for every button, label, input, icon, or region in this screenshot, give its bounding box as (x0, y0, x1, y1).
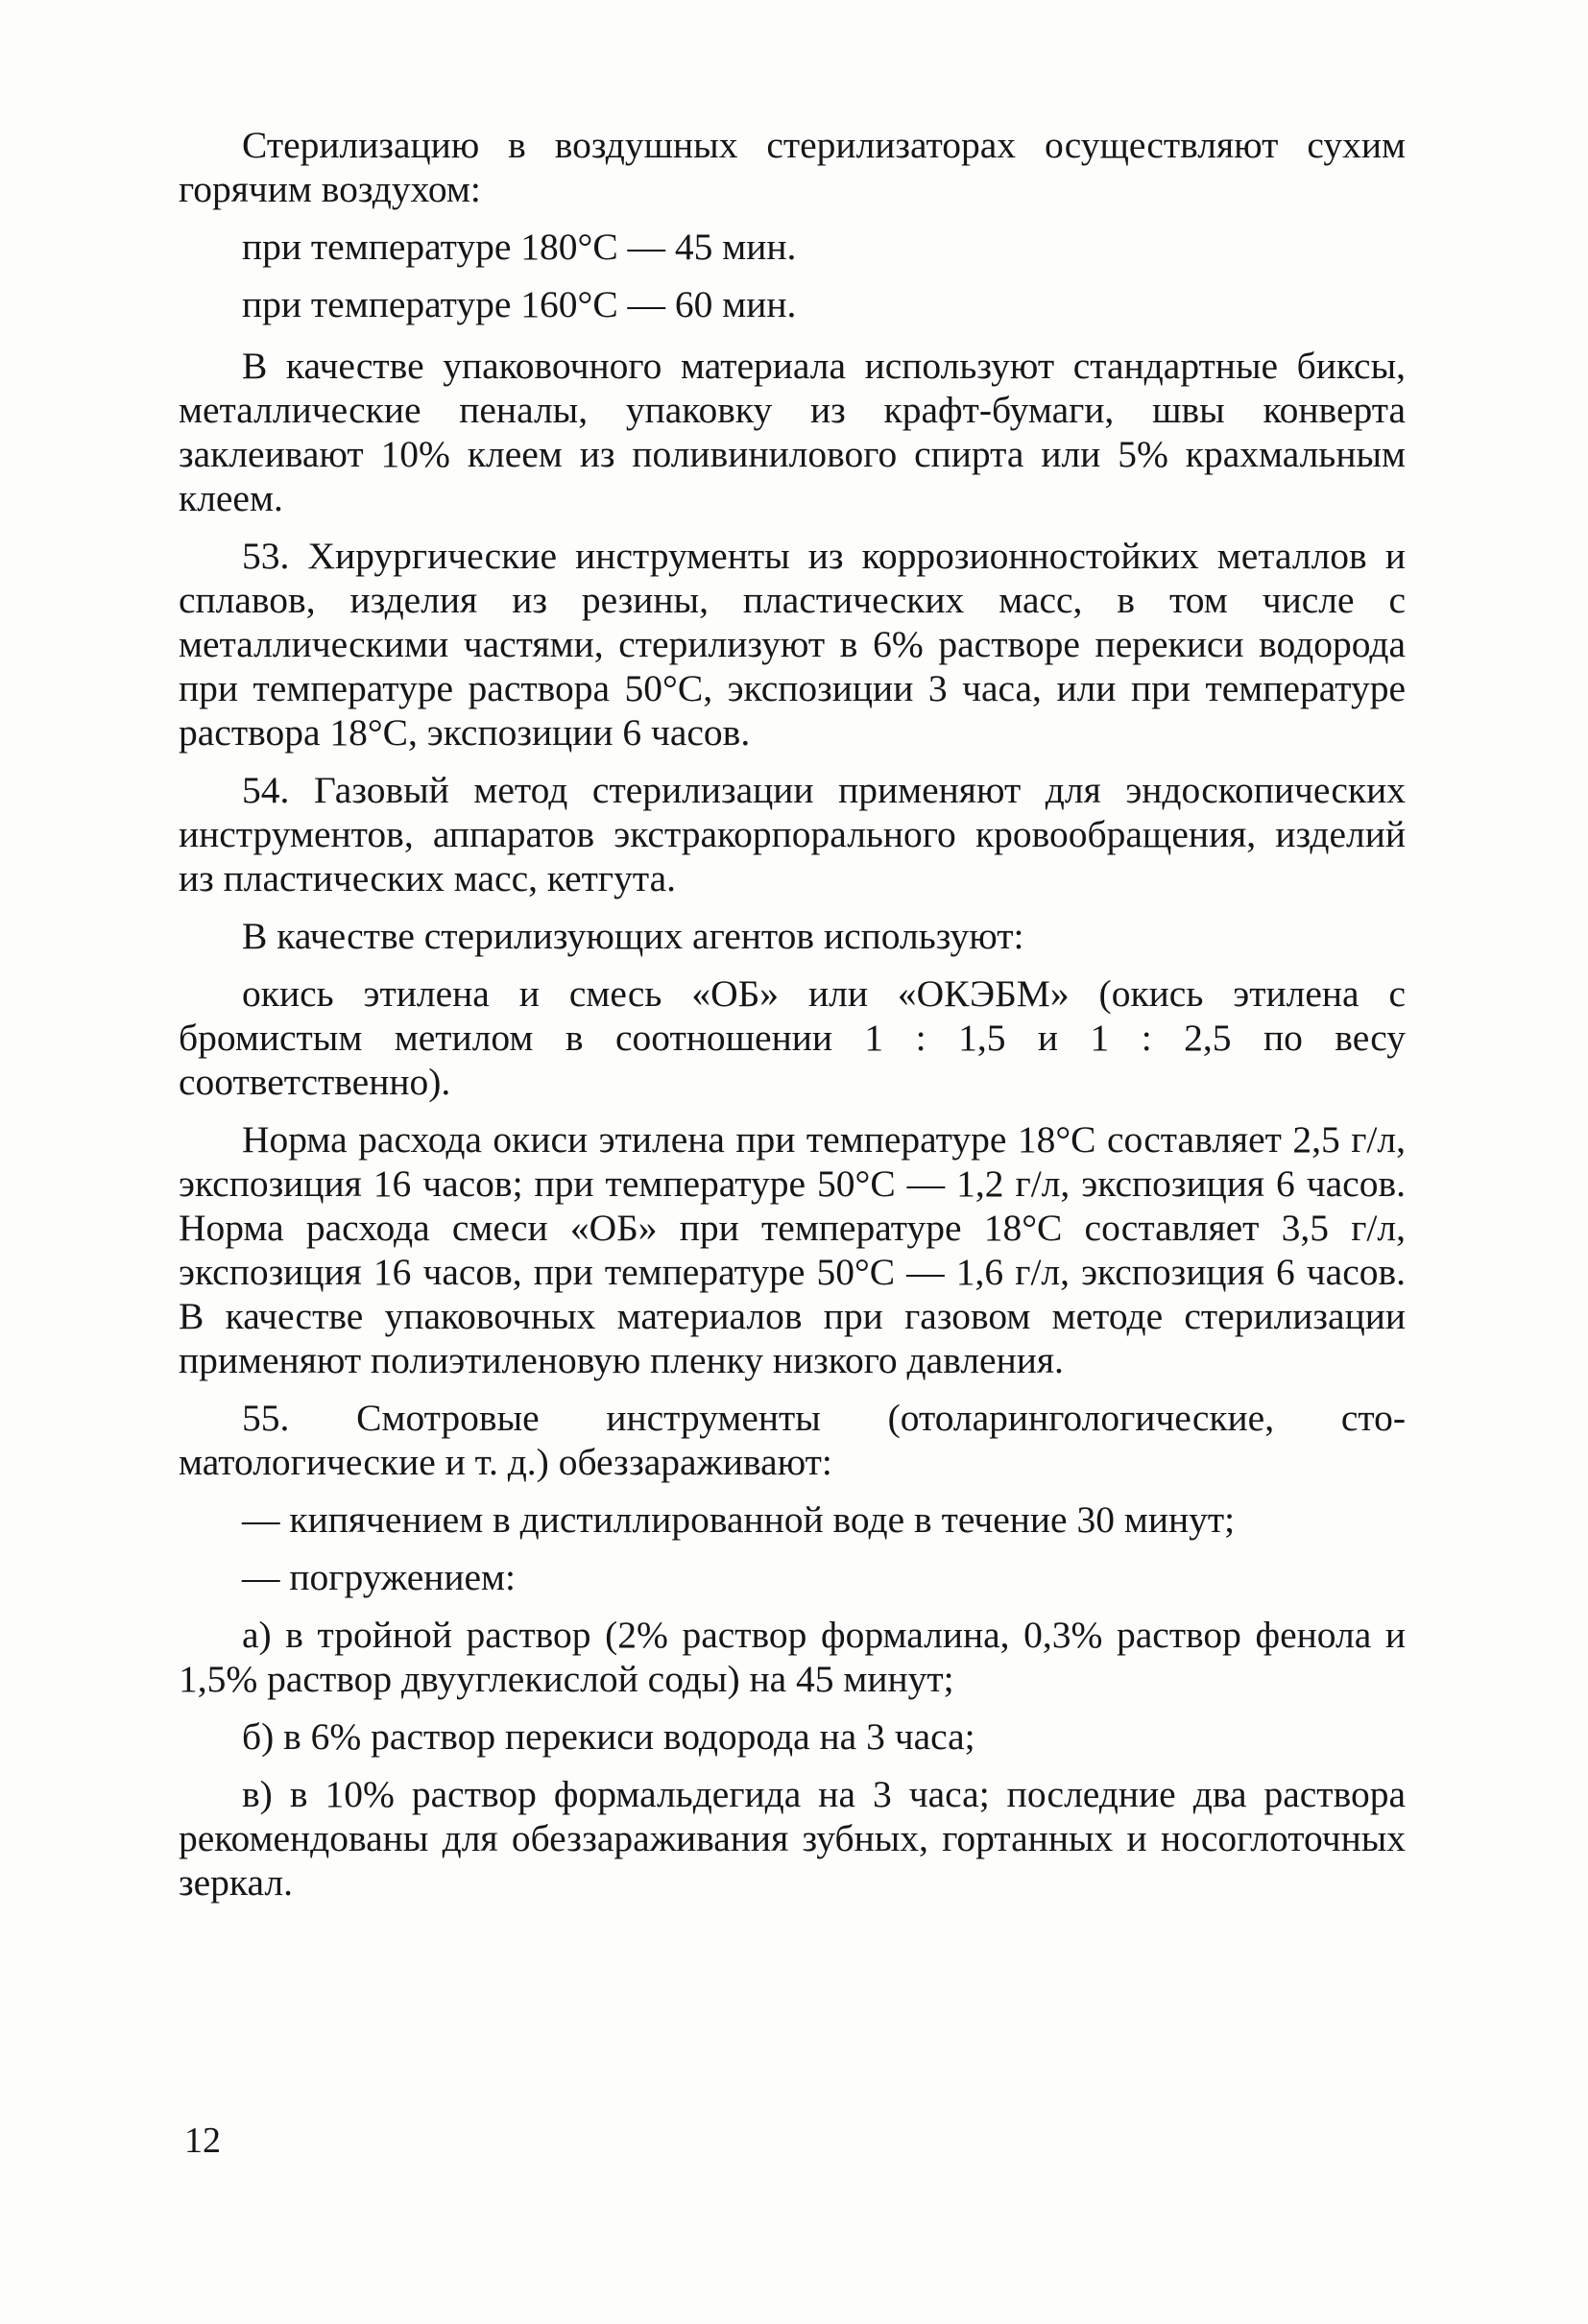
paragraph-item-53: 53. Хирургические инструменты из коррозионностойких металлов и сплавов, изделия из резины, пластических масс, в том числе с металлическими частями, стерилизуют в 6% растворе перекиси водорода при температуре раствора 50°С, экспозиции 3 часа, или при температуре раствора 18°С, экспозиции 6 часов. (179, 535, 1406, 754)
page-number: 12 (184, 2120, 221, 2161)
paragraph-option-v: в) в 10% раствор формальдегида на 3 часа; последние два раствора рекомендованы для обеззараживания зубных, гортанных и носоглоточных зеркал. (179, 1773, 1406, 1904)
paragraph-immersion: — погружением: (242, 1556, 517, 1598)
paragraph-option-a: а) в тройной раствор (2% раствор формалина, 0,3% раствор фенола и 1,5% раствор двууглекислой соды) на 45 минут; (179, 1614, 1406, 1700)
paragraph-option-b: б) в 6% раствор перекиси водорода на 3 часа; (242, 1715, 975, 1758)
paragraph-item-54: 54. Газовый метод стерилизации применяют для эндоскопических инструментов, аппаратов экстракорпорального кровообращения, изделий из пластических масс, кетгута. (179, 769, 1406, 899)
paragraph-consumption-norms: Норма расхода окиси этилена при температуре 18°С составляет 2,5 г/л, экспозиция 16 часов; при температуре 50°С — 1,2 г/л, экспозиция 6 часов. Норма расхода смеси «ОБ» при температуре 18°С составляет 3,5 г/л, экспозиция 16 часов, при температуре 50°С — 1,6 г/л, экспозиция 6 часов. В качестве упаковочных материалов при газовом методе стерилизации применяют полиэтиленовую пленку низкого давления. (179, 1118, 1406, 1381)
paragraph-packaging: В качестве упаковочного материала используют стандартные биксы, металлические пеналы, упаковку из крафт-бумаги, швы конверта заклеивают 10% клеем из поливинилового спирта или 5% крахмальным клеем. (179, 345, 1406, 519)
paragraph-item-55: 55. Смотровые инструменты (отоларингологические, стоматологические и т. д.) обеззараживают: (179, 1397, 1406, 1483)
paragraph-agents-list: окись этилена и смесь «ОБ» или «ОКЭБМ» (окись этилена с бромистым метилом в соотношении 1 : 1,5 и 1 : 2,5 по весу соответственно). (179, 972, 1406, 1103)
paragraph-temp-180: при температуре 180°С — 45 мин. (242, 226, 797, 268)
body-text (179, 123, 1406, 1918)
paragraph-agents-intro: В качестве стерилизующих агентов используют: (242, 915, 1024, 957)
paragraph-boiling: — кипячением в дистиллированной воде в течение 30 минут; (242, 1498, 1236, 1541)
paragraph-air-sterilization: Стерилизацию в воздушных стерилизаторах осуществляют сухим горячим воздухом: (179, 124, 1406, 210)
paragraph-temp-160: при температуре 160°С — 60 мин. (242, 283, 797, 325)
